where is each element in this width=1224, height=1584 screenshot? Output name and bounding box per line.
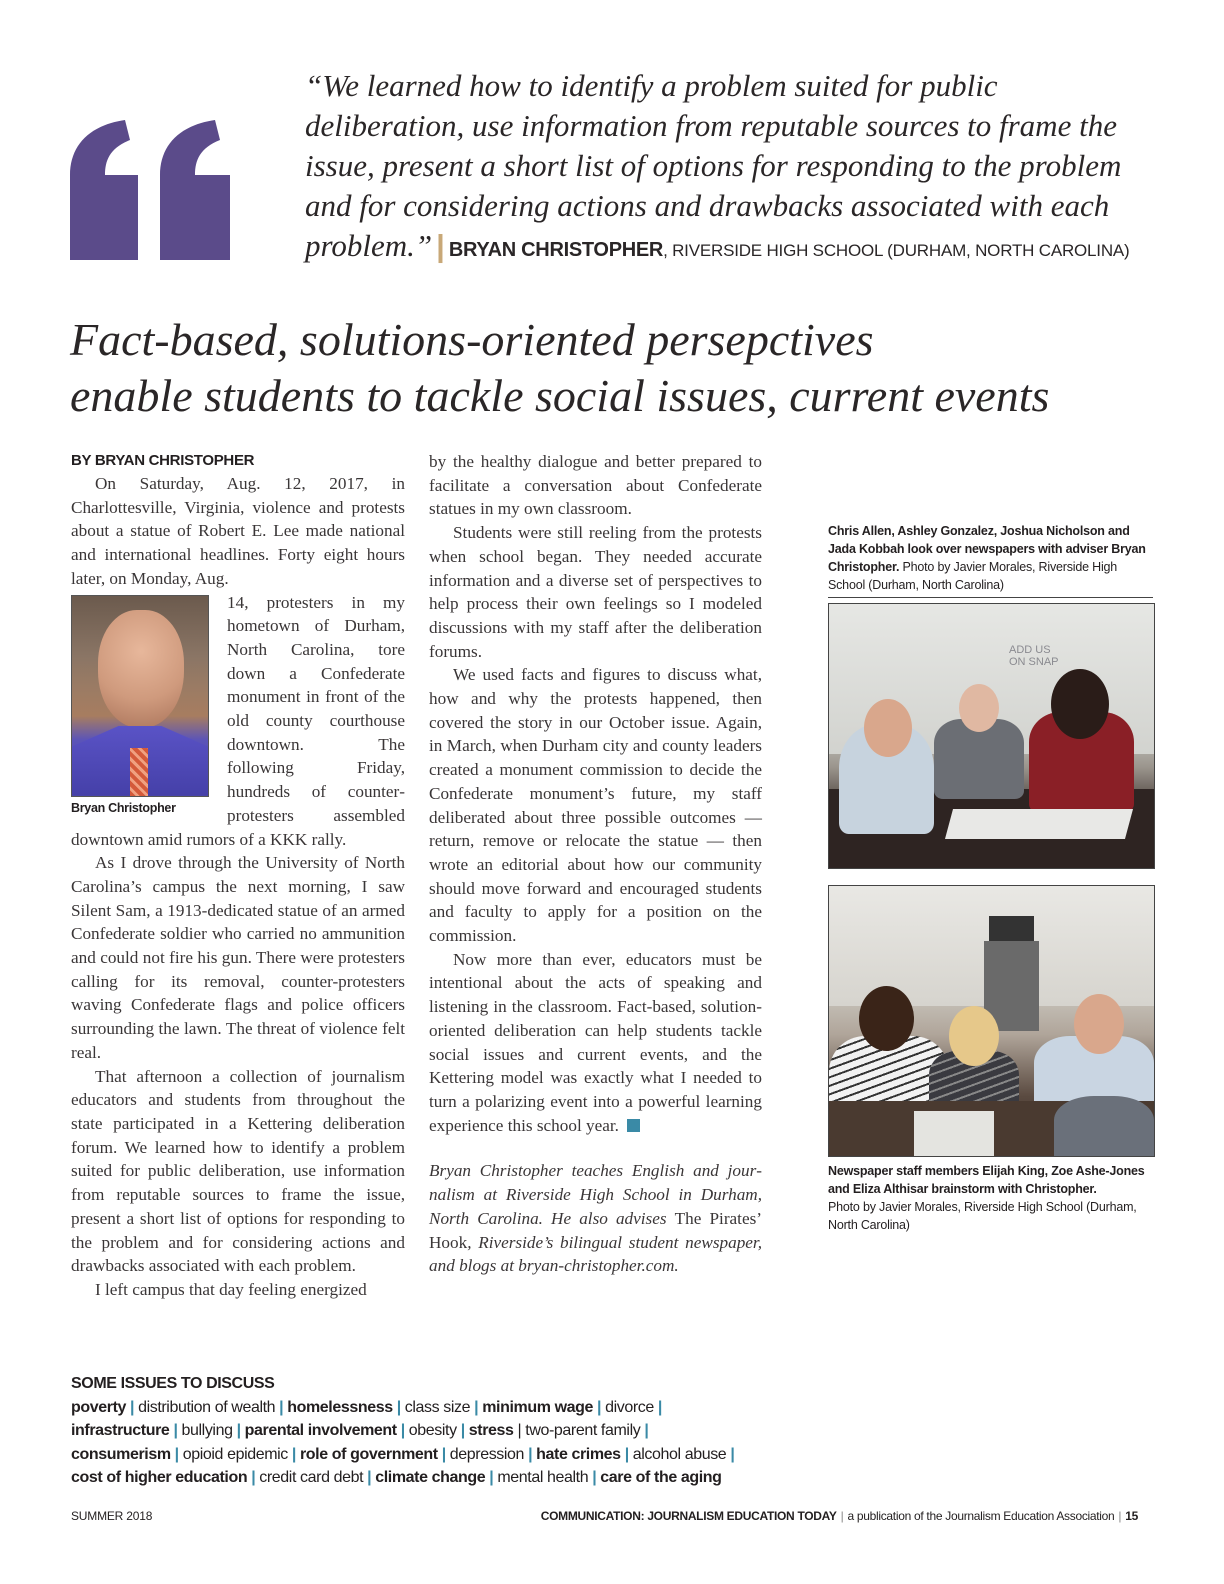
separator: | bbox=[657, 1398, 662, 1416]
headshot-caption: Bryan Christopher bbox=[71, 800, 176, 815]
separator: | bbox=[396, 1398, 401, 1416]
photo-newspaper-review bbox=[828, 603, 1155, 869]
photo-1-caption bbox=[828, 522, 1148, 594]
pull-quote-last-line bbox=[305, 226, 1165, 271]
separator: | bbox=[400, 1422, 405, 1439]
paragraph-4-continued: by the healthy dialogue and better prepared to facilitate a conversation about Confederate statues in my own classroom. bbox=[429, 452, 762, 519]
issue-item: hate crimes bbox=[536, 1445, 621, 1463]
paragraph-7 bbox=[429, 948, 762, 1138]
separator: | bbox=[489, 1469, 494, 1486]
byline: BY BRYAN CHRISTOPHER bbox=[71, 452, 255, 469]
pull-quote-line: issue, present a short list of options for responding to the problem bbox=[305, 148, 1122, 183]
publication-tagline: a publication of the Journalism Education Association bbox=[847, 1509, 1115, 1523]
issue-item: distribution of wealth bbox=[138, 1398, 276, 1416]
article-column-1 bbox=[71, 450, 405, 1302]
publication-name: COMMUNICATION: JOURNALISM EDUCATION TODAY bbox=[540, 1509, 837, 1523]
issue-item: mental health bbox=[497, 1469, 589, 1486]
photo-1-caption-names: Chris Allen, Ashley Gonzalez, Joshua Nicholson and Jada Kobbah look over newspapers with adviser Bryan Christopher. bbox=[828, 524, 1146, 574]
issue-item: care of the aging bbox=[600, 1469, 722, 1486]
separator: | bbox=[367, 1469, 372, 1486]
photo-2-caption-names: Newspaper staff members Elijah King, Zoe Ashe-Jones and Eliza Althisar brainstorm with Christopher. bbox=[828, 1164, 1145, 1196]
bio-text-1: Bryan Christopher teaches English and journalism at Riverside High School in Durham, North Carolina. He also advises bbox=[429, 1161, 762, 1228]
issue-item: homelessness bbox=[287, 1398, 393, 1416]
issues-line bbox=[71, 1419, 831, 1443]
issue-item: depression bbox=[449, 1445, 525, 1463]
caption-divider bbox=[828, 597, 1153, 598]
issue-item: minimum wage bbox=[482, 1398, 593, 1416]
headline-line-1: Fact-based, solutions-oriented persepctives bbox=[70, 314, 874, 365]
footer-issue-date: SUMMER 2018 bbox=[71, 1509, 153, 1523]
pull-quote-line: “We learned how to identify a problem suited for public bbox=[305, 68, 998, 103]
issue-item: parental involvement bbox=[244, 1422, 397, 1439]
paragraph-5: Students were still reeling from the protests when school began. They needed accurate information and a diverse set of perspectives to help process their own feelings so I modeled discussions with my staff after the deliberation forums. bbox=[429, 523, 762, 661]
separator: | bbox=[291, 1445, 296, 1463]
issue-item: bullying bbox=[181, 1422, 233, 1439]
paragraph-4-start: I left campus that day feeling energized bbox=[95, 1279, 367, 1299]
paragraph-1-intro: On Saturday, Aug. 12, 2017, in Charlottesville, Virginia, violence and protests about a statue of Robert E. Lee made national and international headlines. Forty eight hours later, on Monday, Aug. bbox=[71, 474, 405, 588]
pull-quote-line: and for considering actions and drawbacks associated with each bbox=[305, 188, 1110, 223]
issue-item: climate change bbox=[375, 1469, 486, 1486]
pull-quote-attribution-affiliation: , RIVERSIDE HIGH SCHOOL (DURHAM, NORTH CAROLINA) bbox=[663, 241, 1130, 260]
separator: | bbox=[592, 1469, 597, 1486]
author-bio bbox=[429, 1159, 762, 1278]
photo-2-credit: Photo by Javier Morales, Riverside High School (Durham, North Carolina) bbox=[828, 1200, 1137, 1232]
photo-2-caption bbox=[828, 1162, 1148, 1234]
issue-item: two-parent family bbox=[525, 1422, 641, 1439]
separator: | bbox=[597, 1398, 602, 1416]
pull-quote bbox=[305, 66, 1165, 271]
separator: | bbox=[251, 1469, 256, 1486]
separator: | bbox=[474, 1398, 479, 1416]
separator: | bbox=[1118, 1509, 1122, 1523]
separator: | bbox=[236, 1422, 241, 1439]
issues-line bbox=[71, 1466, 831, 1490]
footer-publication bbox=[541, 1509, 1138, 1523]
separator: | bbox=[174, 1445, 179, 1463]
headline bbox=[70, 312, 1170, 424]
separator: | bbox=[730, 1445, 735, 1463]
issue-item: opioid epidemic bbox=[182, 1445, 288, 1463]
photo-brainstorm bbox=[828, 885, 1155, 1157]
photo-1-credit: Photo by Javier Morales, Riverside High School (Durham, North Carolina) bbox=[828, 560, 1118, 592]
issues-title: SOME ISSUES TO DISCUSS bbox=[71, 1375, 275, 1392]
issue-item: divorce bbox=[605, 1398, 654, 1416]
end-mark-icon bbox=[627, 1119, 640, 1132]
headline-line-2: enable students to tackle social issues, current events bbox=[70, 370, 1050, 421]
paragraph-2: As I drove through the University of North Carolina’s campus the next morning, I saw Silent Sam, a 1913-dedicated statue of an armed Confederate soldier who carried no ammunition and could not fire his gun. There were protesters calling for its removal, counter-protesters waving Confederate flags and police officers surrounding the lawn. The threat of violence felt real. bbox=[71, 853, 405, 1062]
pull-quote-line: problem.” bbox=[305, 228, 433, 263]
separator: | bbox=[840, 1509, 844, 1523]
headshot-photo bbox=[71, 595, 209, 797]
issues-line bbox=[71, 1396, 831, 1420]
issue-item: credit card debt bbox=[259, 1469, 364, 1486]
issues-to-discuss bbox=[71, 1372, 831, 1490]
issue-item: infrastructure bbox=[71, 1422, 170, 1439]
issue-item: obesity bbox=[408, 1422, 457, 1439]
separator: | bbox=[173, 1422, 178, 1439]
separator: | bbox=[517, 1422, 522, 1439]
paragraph-3: That afternoon a collection of journalism educators and students from throughout the state participated in a Kettering deliberation forum. We learned how to identify a problem suited for public deliberation, use information from reputable sources to frame the issue, present a short list of options for responding to the problem and for considering actions and drawbacks associated with each problem. bbox=[71, 1066, 405, 1276]
article-column-2 bbox=[429, 450, 762, 1278]
paragraph-1-continued: 14, protesters in my hometown of Durham, North Carolina, tore down a Confederate monument in front of the old county courthouse downtown. The following Friday, hundreds of counterprotesters assembled downtown amid rumors of a KKK rally. bbox=[71, 592, 405, 849]
page-number: 15 bbox=[1125, 1509, 1138, 1523]
separator: | bbox=[460, 1422, 465, 1439]
issue-item: class size bbox=[404, 1398, 471, 1416]
issues-line bbox=[71, 1443, 831, 1467]
issue-item: consumerism bbox=[71, 1445, 171, 1463]
separator: | bbox=[441, 1445, 446, 1463]
open-quote-icon bbox=[70, 120, 240, 260]
pull-quote-attribution-name: BRYAN CHRISTOPHER bbox=[448, 239, 664, 261]
pull-quote-separator: | bbox=[436, 228, 445, 263]
separator: | bbox=[528, 1445, 533, 1463]
bio-text-2: , Riverside’s bilingual student newspaper, and blogs at bryan-christopher.com. bbox=[429, 1232, 762, 1276]
issue-item: role of government bbox=[299, 1445, 438, 1463]
issue-item: poverty bbox=[71, 1398, 126, 1416]
bio-publication-name: The Pirates’ Hook bbox=[429, 1208, 762, 1252]
issue-item: cost of higher education bbox=[71, 1469, 248, 1486]
separator: | bbox=[130, 1398, 135, 1416]
paragraph-7-text: Now more than ever, educators must be intentional about the acts of speaking and listening in the classroom. Fact-based, solution-oriented deliberation can help students tackle social issues and current events, and the Kettering model was exactly what I needed to turn a polarizing event into a powerful learning experience this school year. bbox=[429, 949, 762, 1135]
separator: | bbox=[644, 1422, 649, 1439]
pull-quote-line: deliberation, use information from reputable sources to frame the bbox=[305, 108, 1117, 143]
headshot-figure bbox=[71, 595, 215, 817]
separator: | bbox=[279, 1398, 284, 1416]
issue-item: alcohol abuse bbox=[632, 1445, 727, 1463]
issue-item: stress bbox=[468, 1422, 514, 1439]
separator: | bbox=[624, 1445, 629, 1463]
paragraph-6: We used facts and figures to discuss what, how and why the protests happened, then covered the story in our October issue. Again, in March, when Durham city and county leaders created a monument commission to decide the Confederate monument’s future, my staff deliberated about three possible outcomes — return, remove or relocate the statue — then wrote an editorial about how our community should move forward and encouraged students and faculty to apply for a position on the commission. bbox=[429, 665, 762, 946]
whiteboard-text: ADD US ON SNAP bbox=[1009, 644, 1059, 668]
